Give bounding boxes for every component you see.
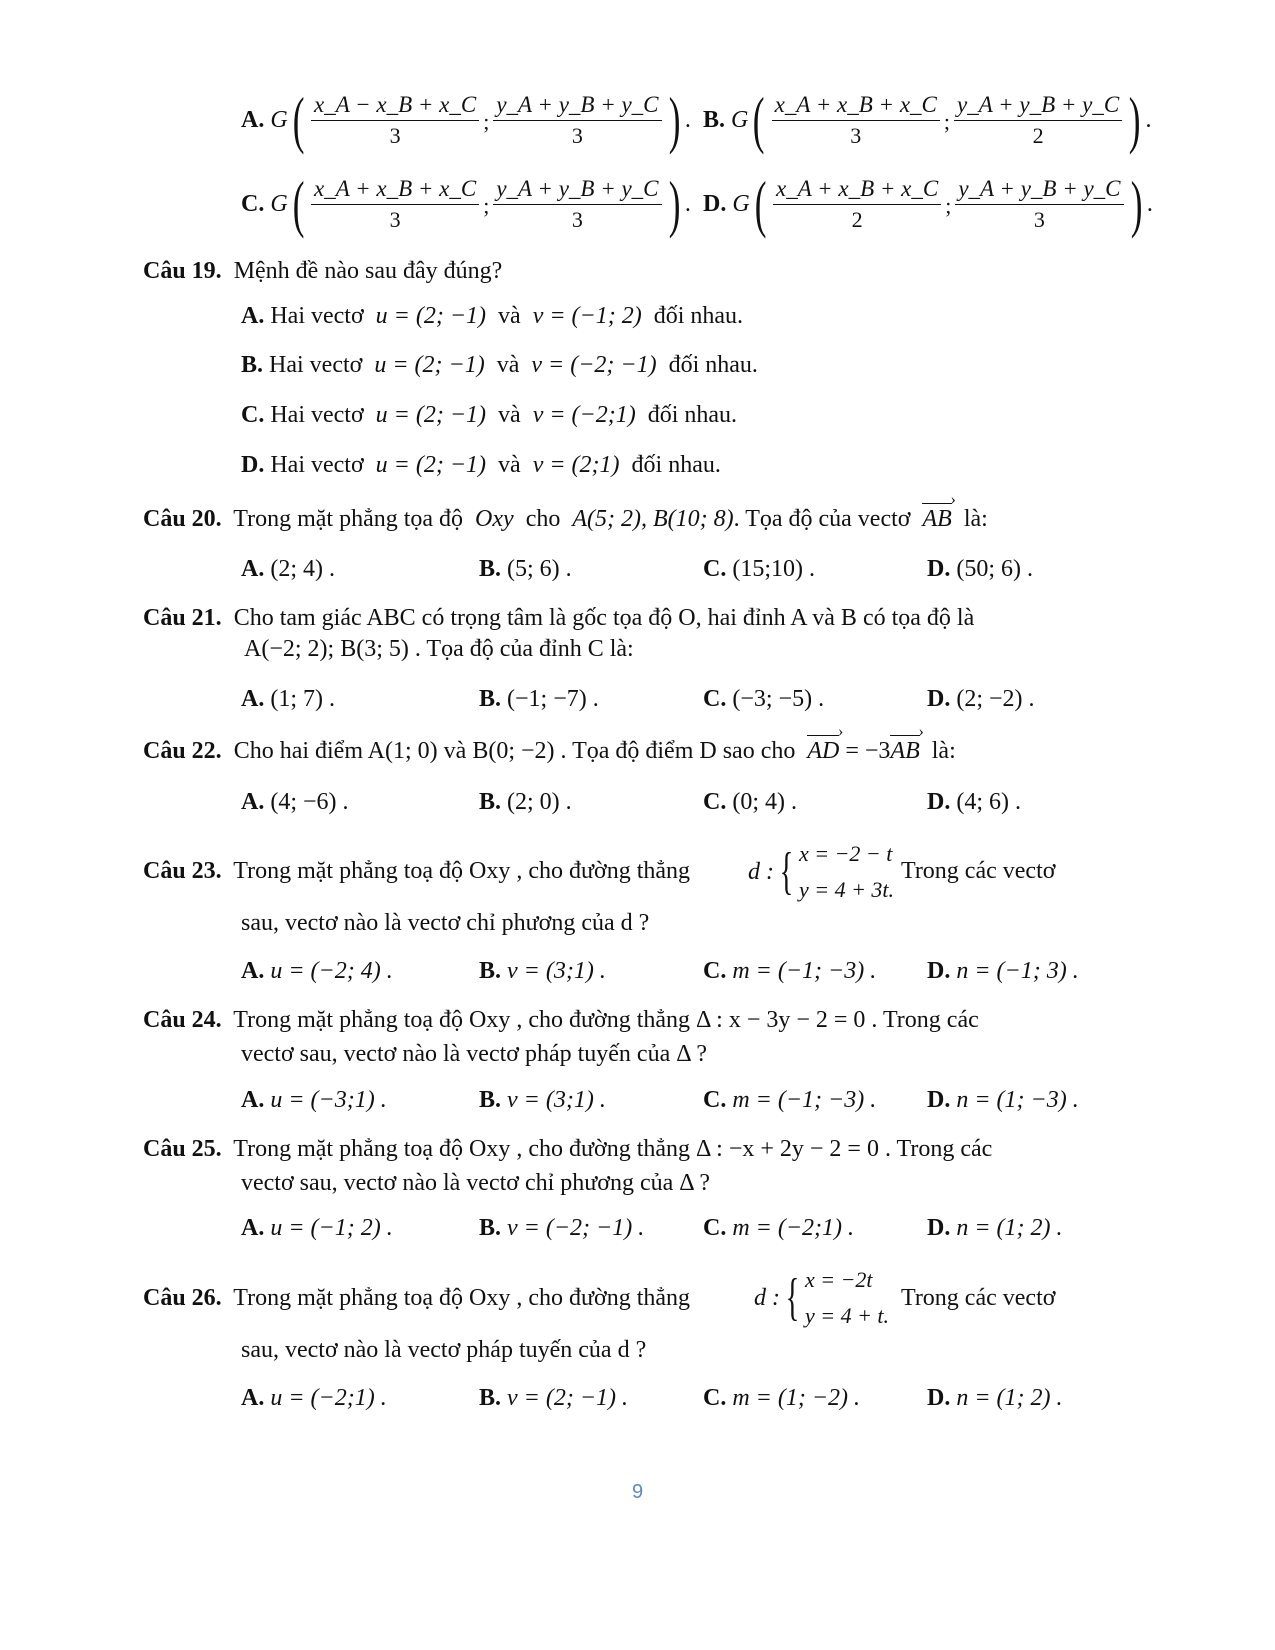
question-text: Cho hai điểm A(1; 0) và B(0; −2) . Tọa độ điểm D sao cho: [233, 738, 796, 764]
line-label: d :: [754, 1284, 780, 1311]
question-number: Câu 24.: [143, 1007, 222, 1033]
question-text: Mệnh đề nào sau đây đúng?: [233, 258, 503, 284]
option-value: u = (−2; 4) .: [270, 958, 393, 984]
question-text: là:: [931, 738, 956, 764]
q22-option-a: [241, 789, 349, 816]
q26-option-c: [703, 1385, 860, 1412]
system-equation: y = 4 + t.: [804, 1303, 890, 1328]
brace-icon: {: [779, 843, 794, 900]
question-number: Câu 19.: [143, 258, 222, 284]
numerator: y_A + y_B + y_C: [955, 176, 1123, 205]
denominator: 3: [571, 122, 583, 148]
q22-option-c: [703, 789, 797, 816]
question-text: vectơ sau, vectơ nào là vectơ chỉ phương của Δ ?: [241, 1170, 711, 1196]
equation: = −3: [845, 738, 891, 764]
q23-stem-line2: [241, 910, 649, 937]
option-label: D.: [927, 789, 951, 815]
question-text: sau, vectơ nào là vectơ pháp tuyến của d ?: [241, 1337, 647, 1363]
vector-ad: AD ›: [807, 738, 839, 765]
question-text: Trong mặt phẳng toạ độ Oxy , cho đường thẳng: [233, 858, 691, 884]
option-label: B.: [479, 1215, 502, 1241]
option-label: B.: [479, 686, 502, 712]
question-text: Trong mặt phẳng toạ độ Oxy , cho đường thẳng Δ : x − 3y − 2 = 0 . Trong các: [233, 1007, 979, 1033]
denominator: 3: [389, 122, 401, 148]
vector-v: v = (2;1): [532, 452, 620, 478]
vector-u: u = (2; −1): [375, 402, 487, 428]
q22-option-d: [927, 789, 1021, 816]
option-label: A.: [241, 303, 265, 329]
question-text: Trong các vectơ: [901, 1285, 1056, 1311]
q25-stem: [143, 1136, 992, 1163]
option-label: D.: [927, 1087, 951, 1113]
option-label: A.: [241, 1087, 265, 1113]
option-value: (−1; −7) .: [507, 686, 599, 712]
option-label: B.: [241, 352, 264, 378]
option-label: D.: [927, 556, 951, 582]
vector-v: v = (−1; 2): [532, 303, 642, 329]
q20-stem: [143, 506, 988, 533]
denominator: 3: [571, 206, 583, 232]
option-label: D.: [927, 1385, 951, 1411]
option-label: A.: [241, 1215, 265, 1241]
option-label: A.: [241, 958, 265, 984]
option-value: (5; 6) .: [507, 556, 572, 582]
option-text: đối nhau.: [631, 452, 721, 478]
q19-stem: [143, 258, 502, 285]
vector-u: u = (2; −1): [375, 303, 487, 329]
q18-option-b: B. G ( $\frac{x\_A + x\_B + x\_C}{3}$ ; $\frac{y\_A + y\_B + y\_C}{2}$ ) .: [703, 84, 1152, 155]
option-label: D.: [241, 452, 265, 478]
q26-stem-line2: [241, 1337, 646, 1364]
q24-option-b: [479, 1087, 606, 1114]
question-text: sau, vectơ nào là vectơ chỉ phương của d ?: [241, 910, 650, 936]
q26-line-system: [754, 1262, 889, 1334]
question-text: Trong mặt phẳng tọa độ: [233, 506, 464, 532]
denominator: 3: [850, 122, 862, 148]
option-value: u = (−3;1) .: [270, 1087, 387, 1113]
page-number: 9: [631, 1481, 644, 1503]
option-text: đối nhau.: [653, 303, 744, 329]
option-value: (2; 4) .: [270, 556, 335, 582]
denominator: 2: [1032, 122, 1044, 148]
option-value: (1; 7) .: [270, 686, 335, 712]
numerator: y_A + y_B + y_C: [493, 92, 661, 121]
option-value: (4; 6) .: [956, 789, 1021, 815]
q24-option-c: [703, 1087, 876, 1114]
option-value: m = (−1; −3) .: [732, 958, 877, 984]
option-label: C.: [703, 686, 727, 712]
q21-option-a: [241, 686, 335, 713]
option-text: và: [496, 352, 520, 378]
option-label: D.: [927, 1215, 951, 1241]
question-text: Trong mặt phẳng toạ độ Oxy , cho đường thẳng Δ : −x + 2y − 2 = 0 . Trong các: [233, 1136, 993, 1162]
option-value: m = (1; −2) .: [732, 1385, 861, 1411]
q21-option-c: [703, 686, 824, 713]
q23-stem: [143, 858, 690, 885]
vector-v: v = (−2; −1): [531, 352, 657, 378]
option-label: B.: [479, 1087, 502, 1113]
denominator: 2: [851, 206, 863, 232]
q25-stem-line2: [241, 1170, 710, 1197]
question-text: cho: [525, 506, 561, 532]
q26-option-a: [241, 1385, 387, 1412]
option-label: D.: [927, 686, 951, 712]
q23-stem-tail: [901, 858, 1055, 885]
denominator: 3: [1033, 206, 1045, 232]
numerator: y_A + y_B + y_C: [493, 176, 661, 205]
option-value: v = (3;1) .: [507, 958, 606, 984]
q18-option-a: A. G ( $\frac{x\_A - x\_B + x\_C}{3}$ ; $\frac{y\_A + y\_B + y\_C}{3}$ ) .: [241, 84, 691, 155]
question-number: Câu 21.: [143, 605, 222, 631]
question-number: Câu 25.: [143, 1136, 222, 1162]
q18-option-c: C. G ( $\frac{x\_A + x\_B + x\_C}{3}$ ; $\frac{y\_A + y\_B + y\_C}{3}$ ) .: [241, 168, 691, 239]
option-value: m = (−1; −3) .: [732, 1087, 877, 1113]
q21-option-d: [927, 686, 1035, 713]
option-label: A.: [241, 556, 265, 582]
q26-option-b: [479, 1385, 628, 1412]
option-value: v = (2; −1) .: [507, 1385, 629, 1411]
option-text: và: [498, 303, 521, 329]
q20-option-d: [927, 556, 1033, 583]
q19-option-b: [241, 352, 758, 379]
q24-stem: [143, 1007, 979, 1034]
vector-u: u = (2; −1): [375, 452, 487, 478]
option-value: (4; −6) .: [270, 789, 349, 815]
q21-stem-line2: [244, 636, 634, 663]
q20-option-c: [703, 556, 815, 583]
q21-stem: [143, 605, 974, 632]
option-label: B.: [703, 106, 726, 133]
q19-option-c: [241, 402, 737, 429]
option-text: đối nhau.: [668, 352, 758, 378]
option-value: v = (−2; −1) .: [507, 1215, 645, 1241]
q24-stem-line2: [241, 1041, 707, 1068]
option-label: A.: [241, 686, 265, 712]
q22-option-b: [479, 789, 572, 816]
option-label: C.: [241, 402, 265, 428]
q25-option-a: [241, 1215, 393, 1242]
q26-option-d: [927, 1385, 1063, 1412]
option-value: (−3; −5) .: [732, 686, 825, 712]
option-value: n = (1; −3) .: [956, 1087, 1079, 1113]
q25-option-b: [479, 1215, 644, 1242]
option-text: và: [498, 452, 521, 478]
line-label: d :: [748, 858, 774, 885]
q21-option-b: [479, 686, 599, 713]
option-value: n = (1; 2) .: [956, 1215, 1063, 1241]
q19-option-a: [241, 303, 743, 330]
question-number: Câu 26.: [143, 1285, 222, 1311]
option-label: B.: [479, 1385, 502, 1411]
option-label: C.: [703, 958, 727, 984]
numerator: y_A + y_B + y_C: [954, 92, 1122, 121]
option-label: C.: [703, 556, 727, 582]
q25-option-c: [703, 1215, 854, 1242]
question-number: Câu 23.: [143, 858, 222, 884]
option-value: u = (−2;1) .: [270, 1385, 387, 1411]
q22-stem: [143, 738, 956, 765]
option-value: v = (3;1) .: [507, 1087, 606, 1113]
q25-option-d: [927, 1215, 1063, 1242]
option-value: n = (−1; 3) .: [956, 958, 1079, 984]
option-value: n = (1; 2) .: [956, 1385, 1063, 1411]
q23-option-d: [927, 958, 1079, 985]
option-label: B.: [479, 556, 502, 582]
option-value: (15;10) .: [732, 556, 815, 582]
question-number: Câu 22.: [143, 738, 222, 764]
numerator: x_A − x_B + x_C: [311, 92, 479, 121]
option-label: C.: [703, 1385, 727, 1411]
option-value: (2; 0) .: [507, 789, 572, 815]
option-text: đối nhau.: [647, 402, 738, 428]
system-equation: x = −2t: [804, 1267, 873, 1292]
q23-option-a: [241, 958, 393, 985]
q26-stem-tail: [901, 1285, 1055, 1312]
option-text: Hai vectơ: [269, 352, 363, 378]
question-text: là:: [963, 506, 988, 532]
option-text: và: [498, 402, 521, 428]
option-value: (2; −2) .: [956, 686, 1035, 712]
vector-ab: AB ›: [922, 506, 951, 533]
option-label: A.: [241, 789, 265, 815]
q23-option-c: [703, 958, 876, 985]
brace-icon: {: [785, 1269, 800, 1326]
denominator: 3: [389, 206, 401, 232]
question-text: A(−2; 2); B(3; 5) . Tọa độ của đỉnh C là:: [244, 636, 634, 662]
numerator: x_A + x_B + x_C: [772, 92, 940, 121]
question-text: Trong mặt phẳng toạ độ Oxy , cho đường thẳng: [233, 1285, 691, 1311]
option-value: (0; 4) .: [732, 789, 797, 815]
option-value: (50; 6) .: [956, 556, 1033, 582]
option-label: C.: [241, 190, 265, 217]
option-label: B.: [479, 958, 502, 984]
vector-v: v = (−2;1): [532, 402, 636, 428]
option-value: u = (−1; 2) .: [270, 1215, 393, 1241]
q24-option-d: [927, 1087, 1079, 1114]
coordinate-system: Oxy: [475, 506, 514, 532]
q19-option-d: [241, 452, 721, 479]
option-label: B.: [479, 789, 502, 815]
q23-option-b: [479, 958, 606, 985]
vector-ab: AB ›: [890, 738, 919, 765]
question-text: Trong các vectơ: [901, 858, 1056, 884]
option-label: C.: [703, 1087, 727, 1113]
points: A(5; 2), B(10; 8): [572, 506, 734, 532]
q18-option-d: D. G ( $\frac{x\_A + x\_B + x\_C}{2}$ ; $\frac{y\_A + y\_B + y\_C}{3}$ ) .: [703, 168, 1153, 239]
q20-option-b: [479, 556, 572, 583]
system-equation: x = −2 − t: [798, 841, 893, 866]
option-text: Hai vectơ: [270, 303, 364, 329]
option-value: m = (−2;1) .: [732, 1215, 855, 1241]
question-text: Cho tam giác ABC có trọng tâm là gốc tọa độ O, hai đỉnh A và B có tọa độ là: [233, 605, 975, 631]
question-number: Câu 20.: [143, 506, 222, 532]
option-label: A.: [241, 106, 265, 133]
option-label: C.: [703, 1215, 727, 1241]
numerator: x_A + x_B + x_C: [773, 176, 941, 205]
option-text: Hai vectơ: [270, 452, 364, 478]
vector-u: u = (2; −1): [374, 352, 485, 378]
option-label: D.: [703, 190, 727, 217]
q20-option-a: [241, 556, 335, 583]
q24-option-a: [241, 1087, 387, 1114]
option-label: D.: [927, 958, 951, 984]
q26-stem: [143, 1285, 690, 1312]
option-label: A.: [241, 1385, 265, 1411]
q23-line-system: [748, 836, 894, 908]
option-label: C.: [703, 789, 727, 815]
numerator: x_A + x_B + x_C: [311, 176, 479, 205]
option-text: Hai vectơ: [270, 402, 364, 428]
question-text: . Tọa độ của vectơ: [733, 506, 911, 532]
system-equation: y = 4 + 3t.: [798, 877, 895, 902]
question-text: vectơ sau, vectơ nào là vectơ pháp tuyến của Δ ?: [241, 1041, 707, 1067]
